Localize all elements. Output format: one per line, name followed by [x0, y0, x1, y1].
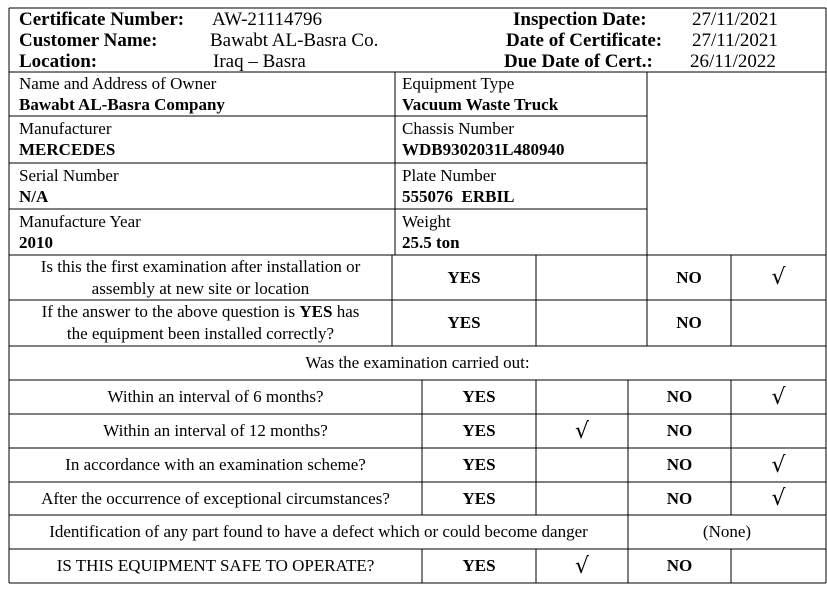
r4-yes-label: YES — [462, 488, 496, 508]
year-value: 2010 — [19, 233, 53, 252]
cert-date-label: Date of Certificate: — [506, 30, 663, 51]
weight-value: 25.5 ton — [402, 233, 460, 252]
row-interval-12-months: Within an interval of 12 months? — [103, 421, 328, 440]
q1-no-check-icon: √ — [771, 265, 786, 290]
r2-no-label: NO — [666, 421, 693, 440]
cert-date: 27/11/2021 — [692, 30, 778, 51]
customer-name: Bawabt AL-Basra Co. — [210, 30, 379, 51]
chassis-label: Chassis Number — [402, 119, 514, 138]
safe-yes-check-icon: √ — [574, 553, 590, 579]
q2-yes-label: YES — [447, 313, 481, 332]
plate-label: Plate Number — [402, 166, 496, 185]
year-label: Manufacture Year — [19, 212, 141, 231]
chassis-value: WDB9302031L480940 — [402, 140, 565, 159]
r3-no-check-icon: √ — [771, 452, 786, 478]
owner-value: Bawabt AL-Basra Company — [19, 95, 225, 114]
q1-yes-label: YES — [447, 267, 481, 287]
due-date-label: Due Date of Cert.: — [504, 51, 653, 72]
r3-no-label: NO — [666, 455, 693, 474]
q2-no-label: NO — [676, 313, 702, 332]
safe-yes-label: YES — [462, 556, 496, 575]
plate-value: 555076 ERBIL — [402, 187, 515, 206]
safe-to-operate-question: IS THIS EQUIPMENT SAFE TO OPERATE? — [56, 556, 375, 575]
serial-label: Serial Number — [19, 166, 119, 185]
cert-number: AW-21114796 — [212, 9, 323, 30]
location-value: Iraq – Basra — [213, 51, 306, 72]
r2-yes-check-icon: √ — [574, 418, 590, 444]
owner-label: Name and Address of Owner — [19, 74, 217, 93]
defect-identification-value: (None) — [702, 522, 752, 541]
safe-no-label: NO — [666, 556, 693, 575]
customer-label: Customer Name: — [19, 30, 158, 51]
q1-no-label: NO — [676, 267, 702, 287]
inspection-date: 27/11/2021 — [692, 9, 778, 30]
location-label: Location: — [19, 51, 98, 72]
due-date: 26/11/2022 — [690, 51, 776, 72]
equipment-type-label: Equipment Type — [402, 74, 515, 93]
inspection-date-label: Inspection Date: — [513, 9, 647, 30]
examination-section-title: Was the examination carried out: — [305, 353, 530, 372]
cert-number-label: Certificate Number: — [19, 9, 185, 30]
row-interval-6-months: Within an interval of 6 months? — [107, 387, 324, 406]
question-first-examination: Is this the first examination after installation or assembly at new site or location — [40, 256, 361, 298]
weight-label: Weight — [402, 212, 451, 231]
defect-identification-label: Identification of any part found to have a defect which or could become danger — [49, 522, 588, 541]
row-examination-scheme: In accordance with an examination scheme? — [65, 455, 366, 474]
r1-no-check-icon: √ — [771, 384, 786, 410]
r2-yes-label: YES — [462, 421, 496, 440]
equipment-type-value: Vacuum Waste Truck — [402, 95, 559, 114]
row-exceptional-circumstances: After the occurrence of exceptional circumstances? — [41, 488, 390, 508]
manufacturer-label: Manufacturer — [19, 119, 112, 138]
r3-yes-label: YES — [462, 455, 496, 474]
r4-no-check-icon: √ — [771, 486, 786, 511]
manufacturer-value: MERCEDES — [19, 140, 116, 159]
r1-no-label: NO — [666, 387, 693, 406]
r4-no-label: NO — [666, 488, 693, 508]
r1-yes-label: YES — [462, 387, 496, 406]
question-installed-correctly: If the answer to the above question is YES has the equipment been installed correctly? — [41, 302, 360, 343]
serial-value: N/A — [19, 187, 49, 206]
